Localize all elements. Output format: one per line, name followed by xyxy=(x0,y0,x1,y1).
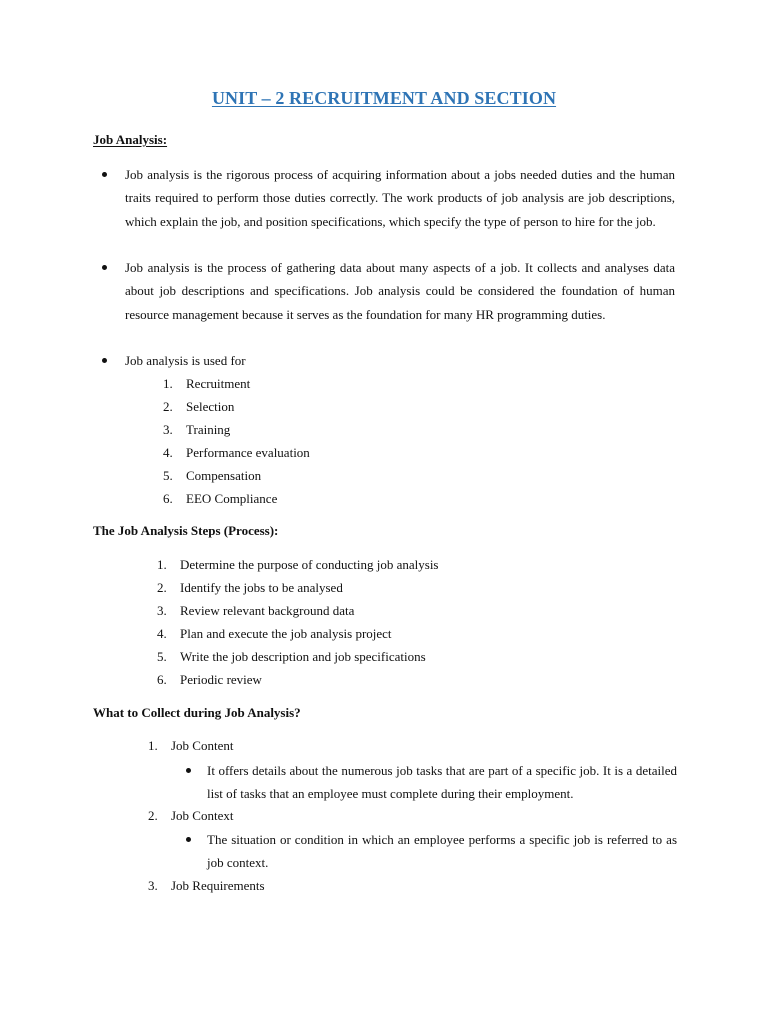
sub-bullet-job-content: It offers details about the numerous job tasks that are part of a specific job. It is a detailed list of tasks that an employee must complete during their employment. xyxy=(207,759,677,806)
bullet-paragraph-3: Job analysis is used for xyxy=(125,349,675,372)
bullet-dot-icon xyxy=(186,837,191,842)
bullet-paragraph-1: Job analysis is the rigorous process of acquiring information about a jobs needed duties and the human traits required to perform those duties correctly. The work products of job analysis are job descriptions, which explain the job, and position specifications, which specify the type of person to hire for the job. xyxy=(125,163,675,233)
bullet-dot-icon xyxy=(102,358,107,363)
bullet-dot-icon xyxy=(102,172,107,177)
document-page: UNIT – 2 RECRUITMENT AND SECTION Job Analysis: Job analysis is the rigorous process of acquiring information about a jobs needed duties and the human traits required to perform those duties correctly. The work products of job analysis are job descriptions, which explain the job, and position specifications, which specify the type of person to hire for the job. Job analysis is the process of gathering data about many aspects of a job. It collects and analyses data about job descriptions and specifications. Job analysis could be considered the foundation of human resource management because it serves as the foundation for many HR programming duties. Job analysis is used for 1. Recruitment 2. Selection 3. Training 4. Performance evaluation 5. Compensation 6. EEO Compliance The Job Analysis Steps (Process): 1. Determine the purpose of conducting job analysis 2. Identify the jobs to be analysed 3. Review relevant background data 4. Plan and execute the job analysis project 5. Write the job description and job specifications 6. Periodic review What to Collect during Job Analysis? 1. Job Content It offers details about the numerous job tasks that are part of a specific job. It is a detailed list of tasks that an employee must complete during their employment. 2. Job Context The situation or condition in which an employee performs a specific job is referred to as job context. 3. Job Requirements xyxy=(0,0,768,1024)
page-title: UNIT – 2 RECRUITMENT AND SECTION xyxy=(211,88,557,108)
heading-job-analysis-steps: The Job Analysis Steps (Process): xyxy=(93,523,279,538)
bullet-paragraph-2: Job analysis is the process of gathering data about many aspects of a job. It collects and analyses data about job descriptions and specifications. Job analysis could be considered the foundation of human resource management because it serves as the foundation for many HR programming duties. xyxy=(125,256,675,326)
bullet-dot-icon xyxy=(186,768,191,773)
bullet-dot-icon xyxy=(102,265,107,270)
heading-job-analysis: Job Analysis: xyxy=(93,132,168,147)
heading-what-to-collect: What to Collect during Job Analysis? xyxy=(93,705,301,720)
sub-bullet-job-context: The situation or condition in which an employee performs a specific job is referred to as job context. xyxy=(207,828,677,875)
